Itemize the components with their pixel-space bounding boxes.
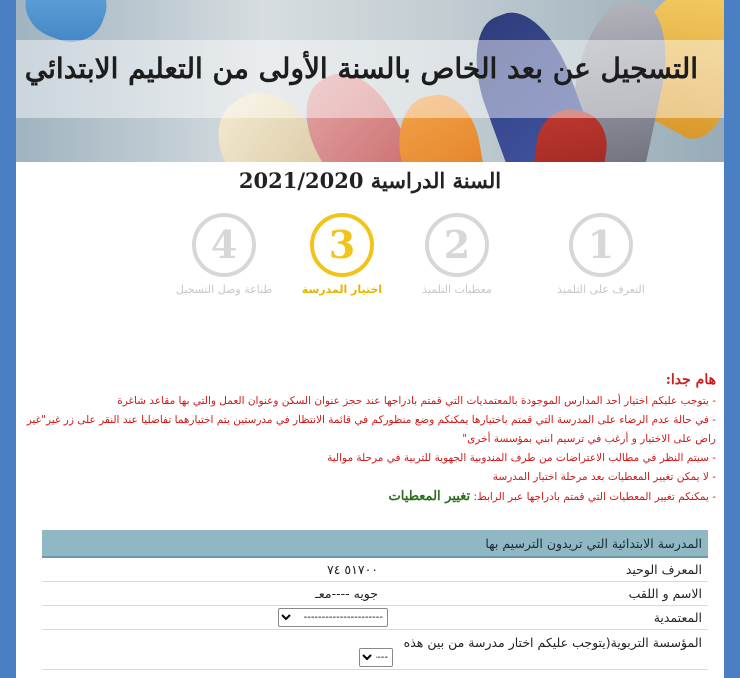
student-name-label: الاسم و اللقب (628, 586, 702, 601)
step-label: اختيار المدرسة (301, 283, 383, 296)
step-1 (536, 213, 666, 296)
step-label: طباعة وصل التسجيل (175, 283, 273, 296)
delegation-label: المعتمدية (653, 610, 702, 625)
school-label: المؤسسة التربوية(يتوجب عليكم اختار مدرسة من بين هذه (403, 635, 702, 650)
change-prefix: - يمكنكم تغيير المعطيات التي قمتم بادراجها عبر الرابط: (473, 491, 716, 503)
school-year: السنة الدراسية 2021/2020 (238, 168, 502, 193)
form-header: المدرسة الابتدائية التي تريدون الترسيم بها (42, 530, 708, 558)
step-number: 2 (425, 213, 489, 277)
note-line-change (24, 487, 716, 507)
note-line: - سيتم النظر في مطالب الاعتراضات من طرف المندوبية الجهوية للتربية في مرحلة موالية (327, 452, 716, 464)
student-name-value: جويه ----معـ (315, 586, 378, 601)
row-student-id (42, 558, 708, 582)
step-label: التعرف على التلميذ (557, 283, 645, 296)
step-4 (159, 213, 289, 296)
step-3-active (277, 213, 407, 296)
change-data-link[interactable]: تغيير المعطيات (388, 489, 471, 504)
step-number: 1 (569, 213, 633, 277)
student-id-label: المعرف الوحيد (625, 562, 702, 577)
important-notes (24, 372, 716, 507)
page-container (16, 0, 724, 678)
header-banner (16, 0, 724, 162)
step-number: 3 (310, 213, 374, 277)
note-line: - في حالة عدم الرضاء على المدرسة التي قمتم باختيارها يمكنكم وضع منظوركم في قائمة الانتظار في مدرستين يتم اختيارهما تفاضليا عند النقر على زر غير"غير راض على الاختيار و أرغب في ترسيم ابني بمؤسسة أخرى" (26, 414, 716, 445)
step-2 (392, 213, 522, 296)
school-selection-form (42, 530, 708, 670)
notes-heading: هام جدا: (665, 372, 716, 388)
note-line: - لا يمكن تغيير المعطيات بعد مرحلة اختيار المدرسة (492, 471, 716, 483)
school-select[interactable] (359, 648, 393, 667)
student-id-value: ٥١٧٠٠ ٧٤ (327, 562, 378, 577)
step-number: 4 (192, 213, 256, 277)
note-line: - يتوجب عليكم اختيار أحد المدارس الموجودة بالمعتمديات التي قمتم بادراجها عند حجز عنوان السكن وعنوان العمل والتي بها مقاعد شاغرة (117, 395, 716, 407)
row-student-name (42, 582, 708, 606)
page-title: التسجيل عن بعد الخاص بالسنة الأولى من التعليم الابتدائي (24, 52, 698, 85)
delegation-select[interactable] (278, 608, 388, 627)
step-label: معطيات التلميذ (422, 283, 492, 296)
row-school (42, 630, 708, 670)
row-delegation (42, 606, 708, 630)
registration-steps (16, 213, 724, 303)
